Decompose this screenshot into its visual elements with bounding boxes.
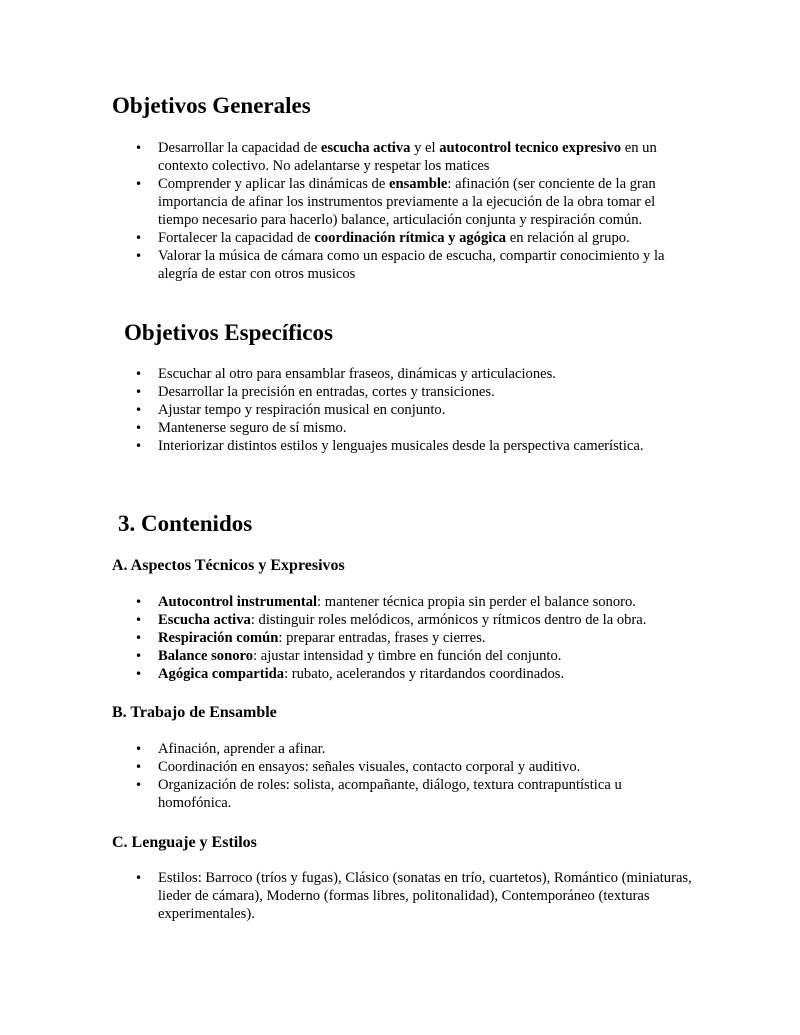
list-item [135, 611, 695, 629]
bold-text: escucha activa [320, 140, 411, 156]
text: en un contexto colectivo. No adelantarse y respetar los matices [158, 140, 657, 174]
section-c-list [135, 869, 695, 923]
list-item [135, 629, 695, 647]
text: Afinación, aprender a afinar. [158, 741, 326, 757]
bold-text: Escucha activa [158, 612, 251, 628]
objetivos-generales-heading: Objetivos Generales [112, 93, 311, 118]
text: : mantener técnica propia sin perder el balance sonoro. [317, 594, 636, 610]
bold-text: Respiración común [158, 630, 279, 646]
objetivos-especificos-list [135, 365, 695, 455]
list-item [135, 365, 695, 383]
text: : afinación (ser conciente de la gran importancia de afinar los instrumentos previamente a la ejecución de la obra tomar el tiempo necesario para hacerlo) balance, articulación conjunta y respiración común. [158, 176, 656, 228]
text: y el [410, 140, 440, 156]
bold-text: Balance sonoro [158, 648, 254, 664]
list-item [135, 247, 695, 283]
list-item [135, 175, 695, 229]
text: Organización de roles: solista, acompañante, diálogo, textura contrapuntística u homofónica. [158, 777, 622, 811]
list-item [135, 419, 695, 437]
text: Ajustar tempo y respiración musical en conjunto. [158, 402, 446, 418]
list-item [135, 383, 695, 401]
text: Estilos: Barroco (tríos y fugas), Clásico (sonatas en trío, cuartetos), Romántico (miniaturas, lieder de cámara), Moderno (formas libres, politonalidad), Contemporáneo (texturas experimentales). [158, 870, 692, 922]
list-item [135, 647, 695, 665]
text: : distinguir roles melódicos, armónicos y rítmicos dentro de la obra. [250, 612, 647, 628]
list-item [135, 437, 695, 455]
text: Interiorizar distintos estilos y lenguajes musicales desde la perspectiva camerística. [158, 438, 644, 454]
text: Comprender y aplicar las dinámicas de [158, 176, 389, 192]
text: Valorar la música de cámara como un espacio de escucha, compartir conocimiento y la alegría de estar con otros musicos [158, 248, 665, 282]
list-item [135, 593, 695, 611]
text: Desarrollar la capacidad de [158, 140, 321, 156]
list-item [135, 139, 695, 175]
list-item [135, 758, 695, 776]
bold-text: ensamble [389, 176, 448, 192]
text: Escuchar al otro para ensamblar fraseos, dinámicas y articulaciones. [158, 366, 556, 382]
text: Fortalecer la capacidad de [158, 230, 315, 246]
section-a-heading: A. Aspectos Técnicos y Expresivos [112, 557, 345, 574]
bold-text: autocontrol tecnico expresivo [439, 140, 622, 156]
bold-text: Autocontrol instrumental [158, 594, 318, 610]
bold-text: coordinación rítmica y agógica [314, 230, 507, 246]
objetivos-especificos-heading: Objetivos Específicos [124, 320, 333, 345]
list-item [135, 776, 695, 812]
list-item [135, 740, 695, 758]
bold-text: Agógica compartida [158, 666, 285, 682]
text: : rubato, acelerandos y ritardandos coordinados. [284, 666, 565, 682]
list-item [135, 665, 695, 683]
text: : preparar entradas, frases y cierres. [278, 630, 486, 646]
section-a-list [135, 593, 695, 683]
section-c-heading: C. Lenguaje y Estilos [112, 834, 257, 851]
objetivos-generales-list [135, 139, 695, 283]
section-b-list [135, 740, 695, 812]
text: Coordinación en ensayos: señales visuales, contacto corporal y auditivo. [158, 759, 581, 775]
list-item [135, 229, 695, 247]
list-item [135, 869, 695, 923]
text: Desarrollar la precisión en entradas, cortes y transiciones. [158, 384, 495, 400]
contenidos-heading: 3. Contenidos [118, 511, 253, 536]
text: en relación al grupo. [506, 230, 630, 246]
section-b-heading: B. Trabajo de Ensamble [112, 704, 277, 721]
list-item [135, 401, 695, 419]
text: Mantenerse seguro de sí mismo. [158, 420, 347, 436]
text: : ajustar intensidad y timbre en función del conjunto. [253, 648, 562, 664]
